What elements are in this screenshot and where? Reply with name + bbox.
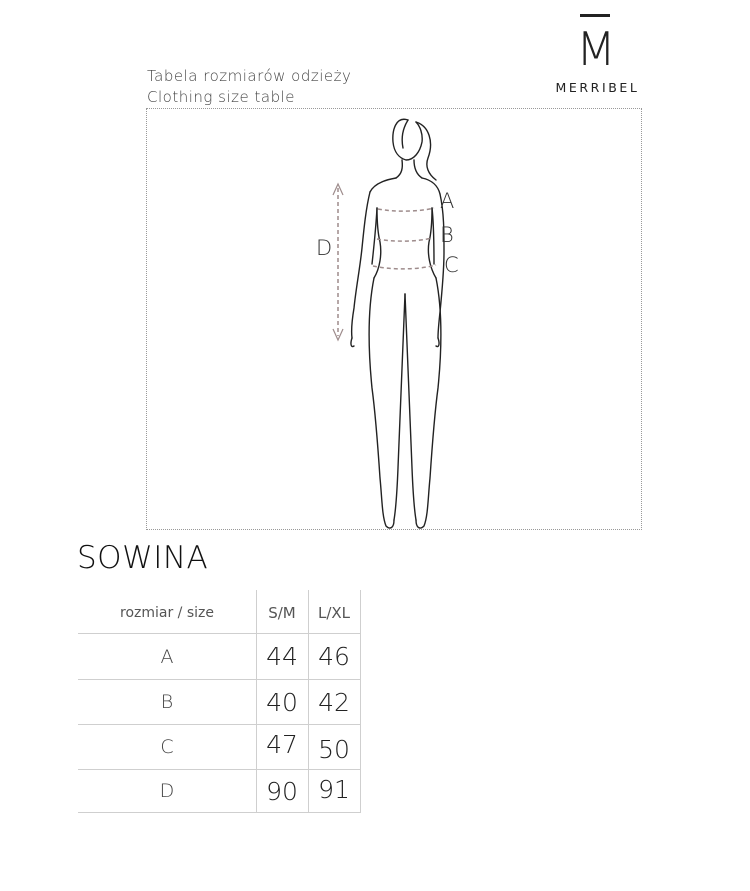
body-outline [351, 119, 444, 528]
measure-line-c [373, 265, 436, 269]
table-row-b-label: B [160, 691, 174, 713]
table-row-c-lxl: 50 [318, 734, 350, 764]
table-header-label: rozmiar / size [120, 604, 214, 621]
table-header-lxl: L/XL [317, 603, 351, 622]
logo-macron [580, 14, 610, 17]
subtitle-polish: Tabela rozmiarów odzieży [147, 67, 352, 85]
table-vline-3 [360, 590, 361, 812]
measure-line-b [377, 238, 432, 241]
table-row-a-sm: 44 [266, 642, 298, 671]
logo-letter: M [576, 22, 616, 76]
logo-brand-name: MERRIBEL [555, 80, 640, 95]
table-row-a-label: A [160, 645, 174, 668]
product-name: SOWINA [77, 540, 209, 576]
table-row-b-sm: 40 [266, 687, 298, 717]
table-row-d-label: D [159, 780, 175, 802]
subtitle-english: Clothing size table [147, 88, 295, 106]
table-header-sm: S/M [268, 603, 296, 622]
table-row-a-lxl: 46 [318, 642, 350, 671]
table-row-d-lxl: 91 [318, 774, 350, 804]
body-measurement-figure [146, 108, 642, 530]
table-row-b-lxl: 42 [318, 687, 350, 717]
measure-line-a [378, 208, 434, 211]
label-a: A [440, 189, 455, 213]
table-row-c-label: C [160, 736, 174, 758]
label-d: D [316, 236, 333, 260]
table-row-c-sm: 47 [266, 729, 298, 759]
table-hline-5 [78, 812, 361, 813]
label-c: C [444, 253, 459, 277]
table-row-d-sm: 90 [266, 776, 298, 806]
label-b: B [440, 223, 454, 247]
brand-logo [545, 10, 650, 100]
